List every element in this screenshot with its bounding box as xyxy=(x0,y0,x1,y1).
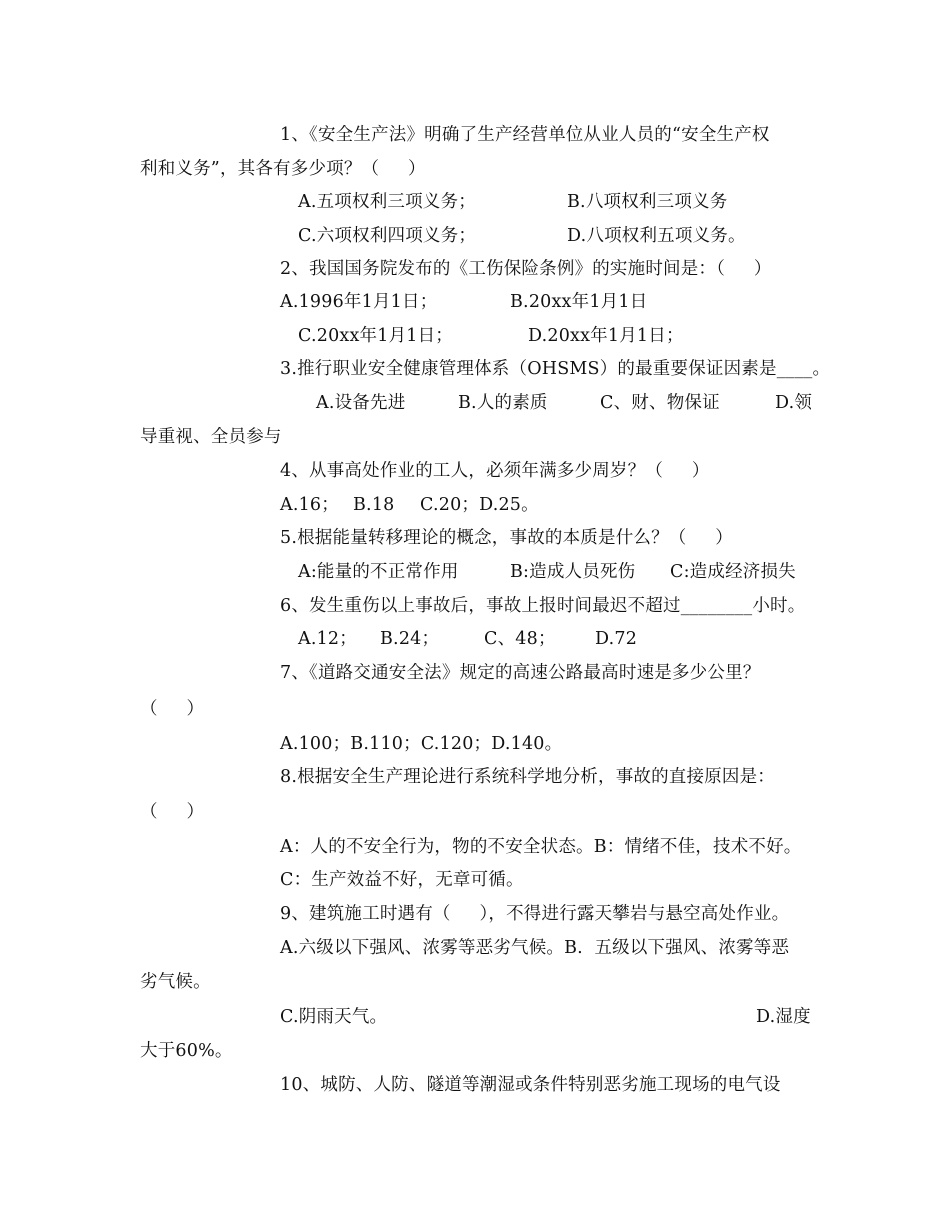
q1-option-d: D.八项权利五项义务。 xyxy=(567,226,746,246)
q8-options-ab: A：人的不安全行为，物的不安全状态。B：情绪不佳，技术不好。 xyxy=(280,837,802,857)
q6-option-d: D.72 xyxy=(595,629,638,649)
q8-stem-line-1: 8.根据安全生产理论进行系统科学地分析，事故的直接原因是： xyxy=(280,767,775,787)
q7-stem-line-2: （ ） xyxy=(140,699,205,719)
q2-stem: 2、我国国务院发布的《工伤保险条例》的实施时间是：（ ） xyxy=(280,259,772,279)
q9-stem: 9、建筑施工时遇有（ ），不得进行露天攀岩与悬空高处作业。 xyxy=(280,904,790,924)
q7-stem-line-1: 7、《道路交通安全法》规定的高速公路最高时速是多少公里？ xyxy=(280,663,761,683)
q4-option-cd: C.20；D.25。 xyxy=(420,495,539,515)
q6-option-b: B.24； xyxy=(380,629,440,649)
q5-option-b: B:造成人员死伤 xyxy=(510,562,636,582)
q9-options-ab: A.六级以下强风、浓雾等恶劣气候。B. 五级以下强风、浓雾等恶 xyxy=(280,938,790,958)
q5-option-a: A:能量的不正常作用 xyxy=(298,562,459,582)
q6-stem: 6、发生重伤以上事故后，事故上报时间最迟不超过________小时。 xyxy=(280,596,806,616)
q8-stem-line-2: （ ） xyxy=(140,802,205,822)
q1-option-b: B.八项权利三项义务 xyxy=(567,192,728,212)
q9-option-d: D.湿度 xyxy=(756,1007,811,1027)
q5-stem: 5.根据能量转移理论的概念，事故的本质是什么？（ ） xyxy=(280,528,734,548)
q1-stem-line-1: 1、《安全生产法》明确了生产经营单位从业人员的“安全生产权 xyxy=(280,125,770,145)
q2-option-c: C.20xx年1月1日； xyxy=(298,326,454,346)
q4-option-b: B.18 xyxy=(353,495,395,515)
q9-option-b-continued: 劣气候。 xyxy=(140,972,211,992)
q1-option-a: A.五项权利三项义务； xyxy=(298,192,476,212)
q4-stem: 4、从事高处作业的工人，必须年满多少周岁？（ ） xyxy=(280,461,710,481)
q3-option-d: D.领 xyxy=(775,393,813,413)
q3-option-b: B.人的素质 xyxy=(458,393,548,413)
q3-option-d-continued: 导重视、全员参与 xyxy=(140,427,282,447)
q3-stem: 3.推行职业安全健康管理体系（OHSMS）的最重要保证因素是____。 xyxy=(280,359,831,379)
q7-options: A.100；B.110；C.120；D.140。 xyxy=(280,734,563,754)
q4-option-a: A.16； xyxy=(280,495,339,515)
q5-option-c: C:造成经济损失 xyxy=(670,562,796,582)
q3-option-c: C、财、物保证 xyxy=(600,393,720,413)
q3-option-a: A.设备先进 xyxy=(316,393,406,413)
q2-option-b: B.20xx年1月1日 xyxy=(510,292,648,312)
q9-option-d-continued: 大于60%。 xyxy=(140,1041,233,1061)
q1-option-c: C.六项权利四项义务； xyxy=(298,226,477,246)
q10-stem: 10、城防、人防、隧道等潮湿或条件特别恶劣施工现场的电气设 xyxy=(280,1075,781,1095)
q2-option-a: A.1996年1月1日； xyxy=(280,292,438,312)
q6-option-c: C、48； xyxy=(484,629,556,649)
q6-option-a: A.12； xyxy=(298,629,357,649)
q2-option-d: D.20xx年1月1日； xyxy=(528,326,684,346)
q9-option-c: C.阴雨天气。 xyxy=(280,1007,388,1027)
q1-stem-line-2: 利和义务”，其各有多少项？（ ） xyxy=(140,159,426,179)
q8-option-c: C：生产效益不好，无章可循。 xyxy=(280,870,524,890)
